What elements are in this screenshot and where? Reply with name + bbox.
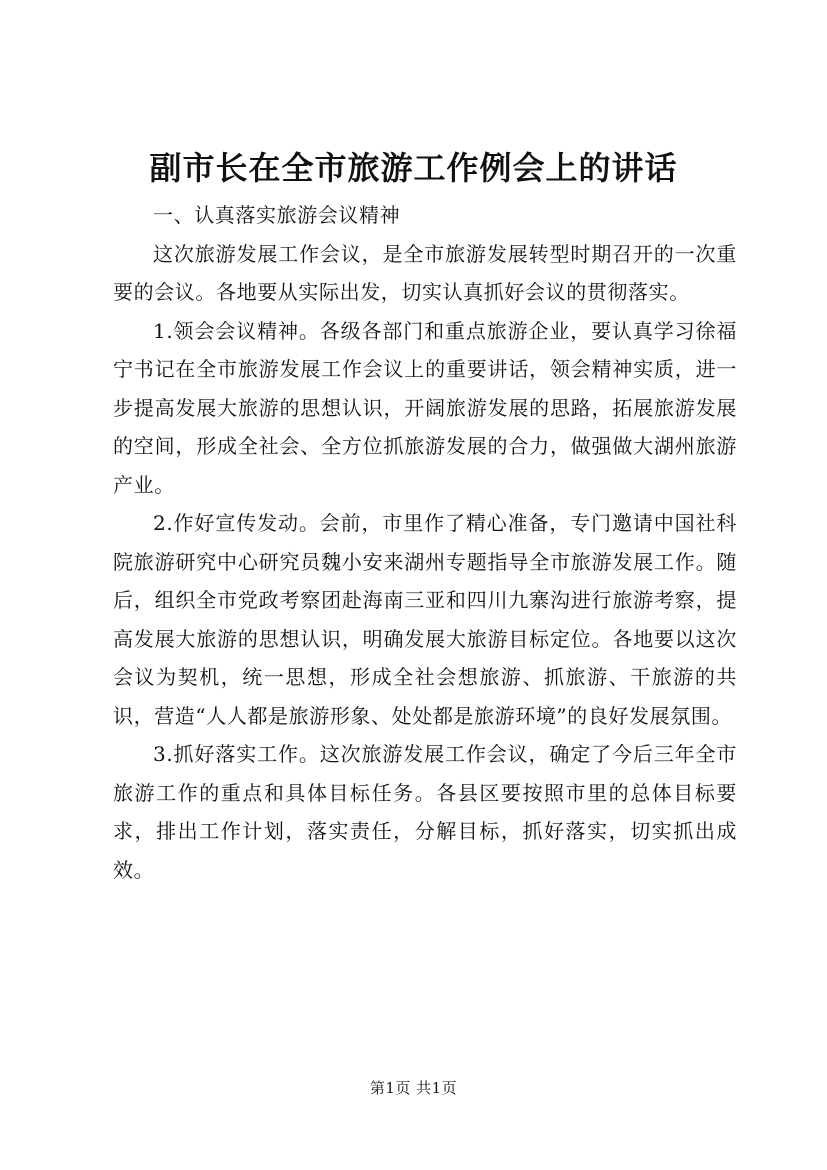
body-paragraph: 2.作好宣传发动。会前，市里作了精心准备，专门邀请中国社科院旅游研究中心研究员魏小安来湖州专题指导全市旅游发展工作。随后，组织全市党政考察团赴海南三亚和四川九寨沟进行旅游考察，提高发展大旅游的思想认识，明确发展大旅游目标定位。各地要以这次会议为契机，统一思想，形成全社会想旅游、抓旅游、干旅游的共识，营造“人人都是旅游形象、处处都是旅游环境”的良好发展氛围。 (113, 511, 737, 728)
page-number-footer: 第1页 共1页 (369, 1079, 458, 1097)
body-paragraph: 3.抓好落实工作。这次旅游发展工作会议，确定了今后三年全市旅游工作的重点和具体目标任务。各县区要按照市里的总体目标要求，排出工作计划，落实责任，分解目标，抓好落实，切实抓出成效。 (113, 742, 737, 882)
body-paragraph: 1.领会会议精神。各级各部门和重点旅游企业，要认真学习徐福宁书记在全市旅游发展工作会议上的重要讲话，领会精神实质，进一步提高发展大旅游的思想认识，开阔旅游发展的思路，拓展旅游发展的空间，形成全社会、全方位抓旅游发展的合力，做强做大湖州旅游产业。 (113, 318, 737, 497)
document-body (113, 196, 737, 889)
body-paragraph: 这次旅游发展工作会议，是全市旅游发展转型时期召开的一次重要的会议。各地要从实际出发，切实认真抓好会议的贯彻落实。 (113, 241, 737, 304)
document-title: 副市长在全市旅游工作例会上的讲话 (149, 149, 678, 187)
section-heading: 一、认真落实旅游会议精神 (153, 203, 401, 227)
